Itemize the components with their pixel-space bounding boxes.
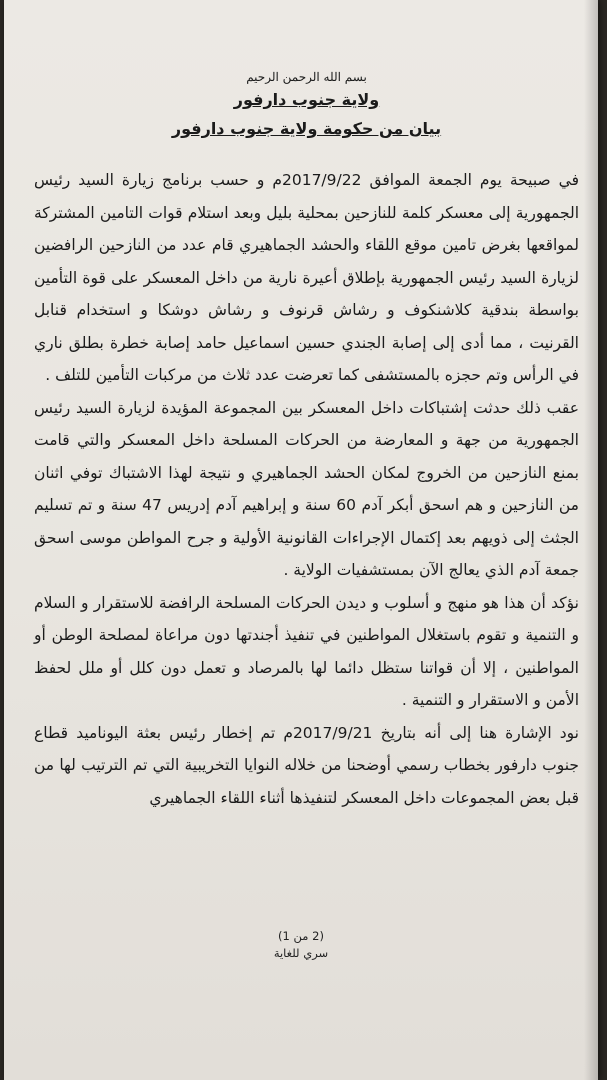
paragraph-notice: نود الإشارة هنا إلى أنه بتاريخ 2017/9/21م تم إخطار رئيس بعثة اليوناميد قطاع جنوب دارفور بخطاب رسمي أوضحنا من خلاله النوايا التخريبية التي تم الترتيب لها من قبل بعض المجموعات داخل المعسكر لتنفيذها أثناء اللقاء الجماهيري xyxy=(34,723,579,807)
page-number: (2 من 1) xyxy=(278,929,324,943)
paragraph-clashes: عقب ذلك حدثت إشتباكات داخل المعسكر بين المجموعة المؤيدة لزيارة السيد رئيس الجمهورية من جهة و المعارضة من الحركات المسلحة داخل المعسكر والتي قامت بمنع النازحين من الخروج لمكان الحشد الجماهيري و نتيجة لهذا الاشتباك توفي اثنان من النازحين و هم اسحق أبكر آدم 60 سنة و إبراهيم آدم إدريس 47 سنة و تم تسليم الجثث إلى ذويهم بعد إكتمال الإجراءات القانونية الأولية و جرح المواطن موسى اسحق جمعة آدم الذي يعالج الآن بمستشفيات الولاية . xyxy=(34,398,579,579)
state-title: ولاية جنوب دارفور xyxy=(233,90,380,109)
document-body xyxy=(34,70,579,814)
paragraph-incident: في صبيحة يوم الجمعة الموافق 2017/9/22م و حسب برنامج زيارة السيد رئيس الجمهورية إلى معسكر كلمة للنازحين بمحلية بليل وبعد استلام قوات التامين المشتركة لمواقعها بغرض تامين موقع اللقاء والحشد الجماهيري قام عدد من النازحين الرافضين لزيارة السيد رئيس الجمهورية بإطلاق أعيرة نارية من داخل المعسكر على قوة التأمين بواسطة بندقية كلاشنكوف و رشاش قرنوف و رشاش دوشكا و استخدام قنابل القرنيت ، مما أدى إلى إصابة الجندي حسين اسماعيل حامد إصابة خطرة بطلق ناري في الرأس وتم حجزه بالمستشفى كما تعرضت عدد ثلاث من مركبات التأمين للتلف . xyxy=(34,171,579,384)
classification-label: سري للغاية xyxy=(273,946,329,960)
page-fold-shadow xyxy=(584,0,598,1080)
statement-title: بيان من حكومة ولاية جنوب دارفور xyxy=(171,119,442,138)
document-page xyxy=(4,0,598,1080)
basmala-heading: بسم الله الرحمن الرحيم xyxy=(246,70,367,84)
paragraph-position: نؤكد أن هذا هو منهج و أسلوب و ديدن الحركات المسلحة الرافضة للاستقرار و السلام و التنمية و تقوم باستغلال المواطنين في تنفيذ أجندتها دون مراعاة لمصلحة الوطن أو المواطنين ، إلا أن قواتنا ستظل دائما لها بالمرصاد و تعمل دون كلل أو ملل لحفظ الأمن و الاستقرار و التنمية . xyxy=(34,593,579,709)
page-footer xyxy=(4,928,598,962)
